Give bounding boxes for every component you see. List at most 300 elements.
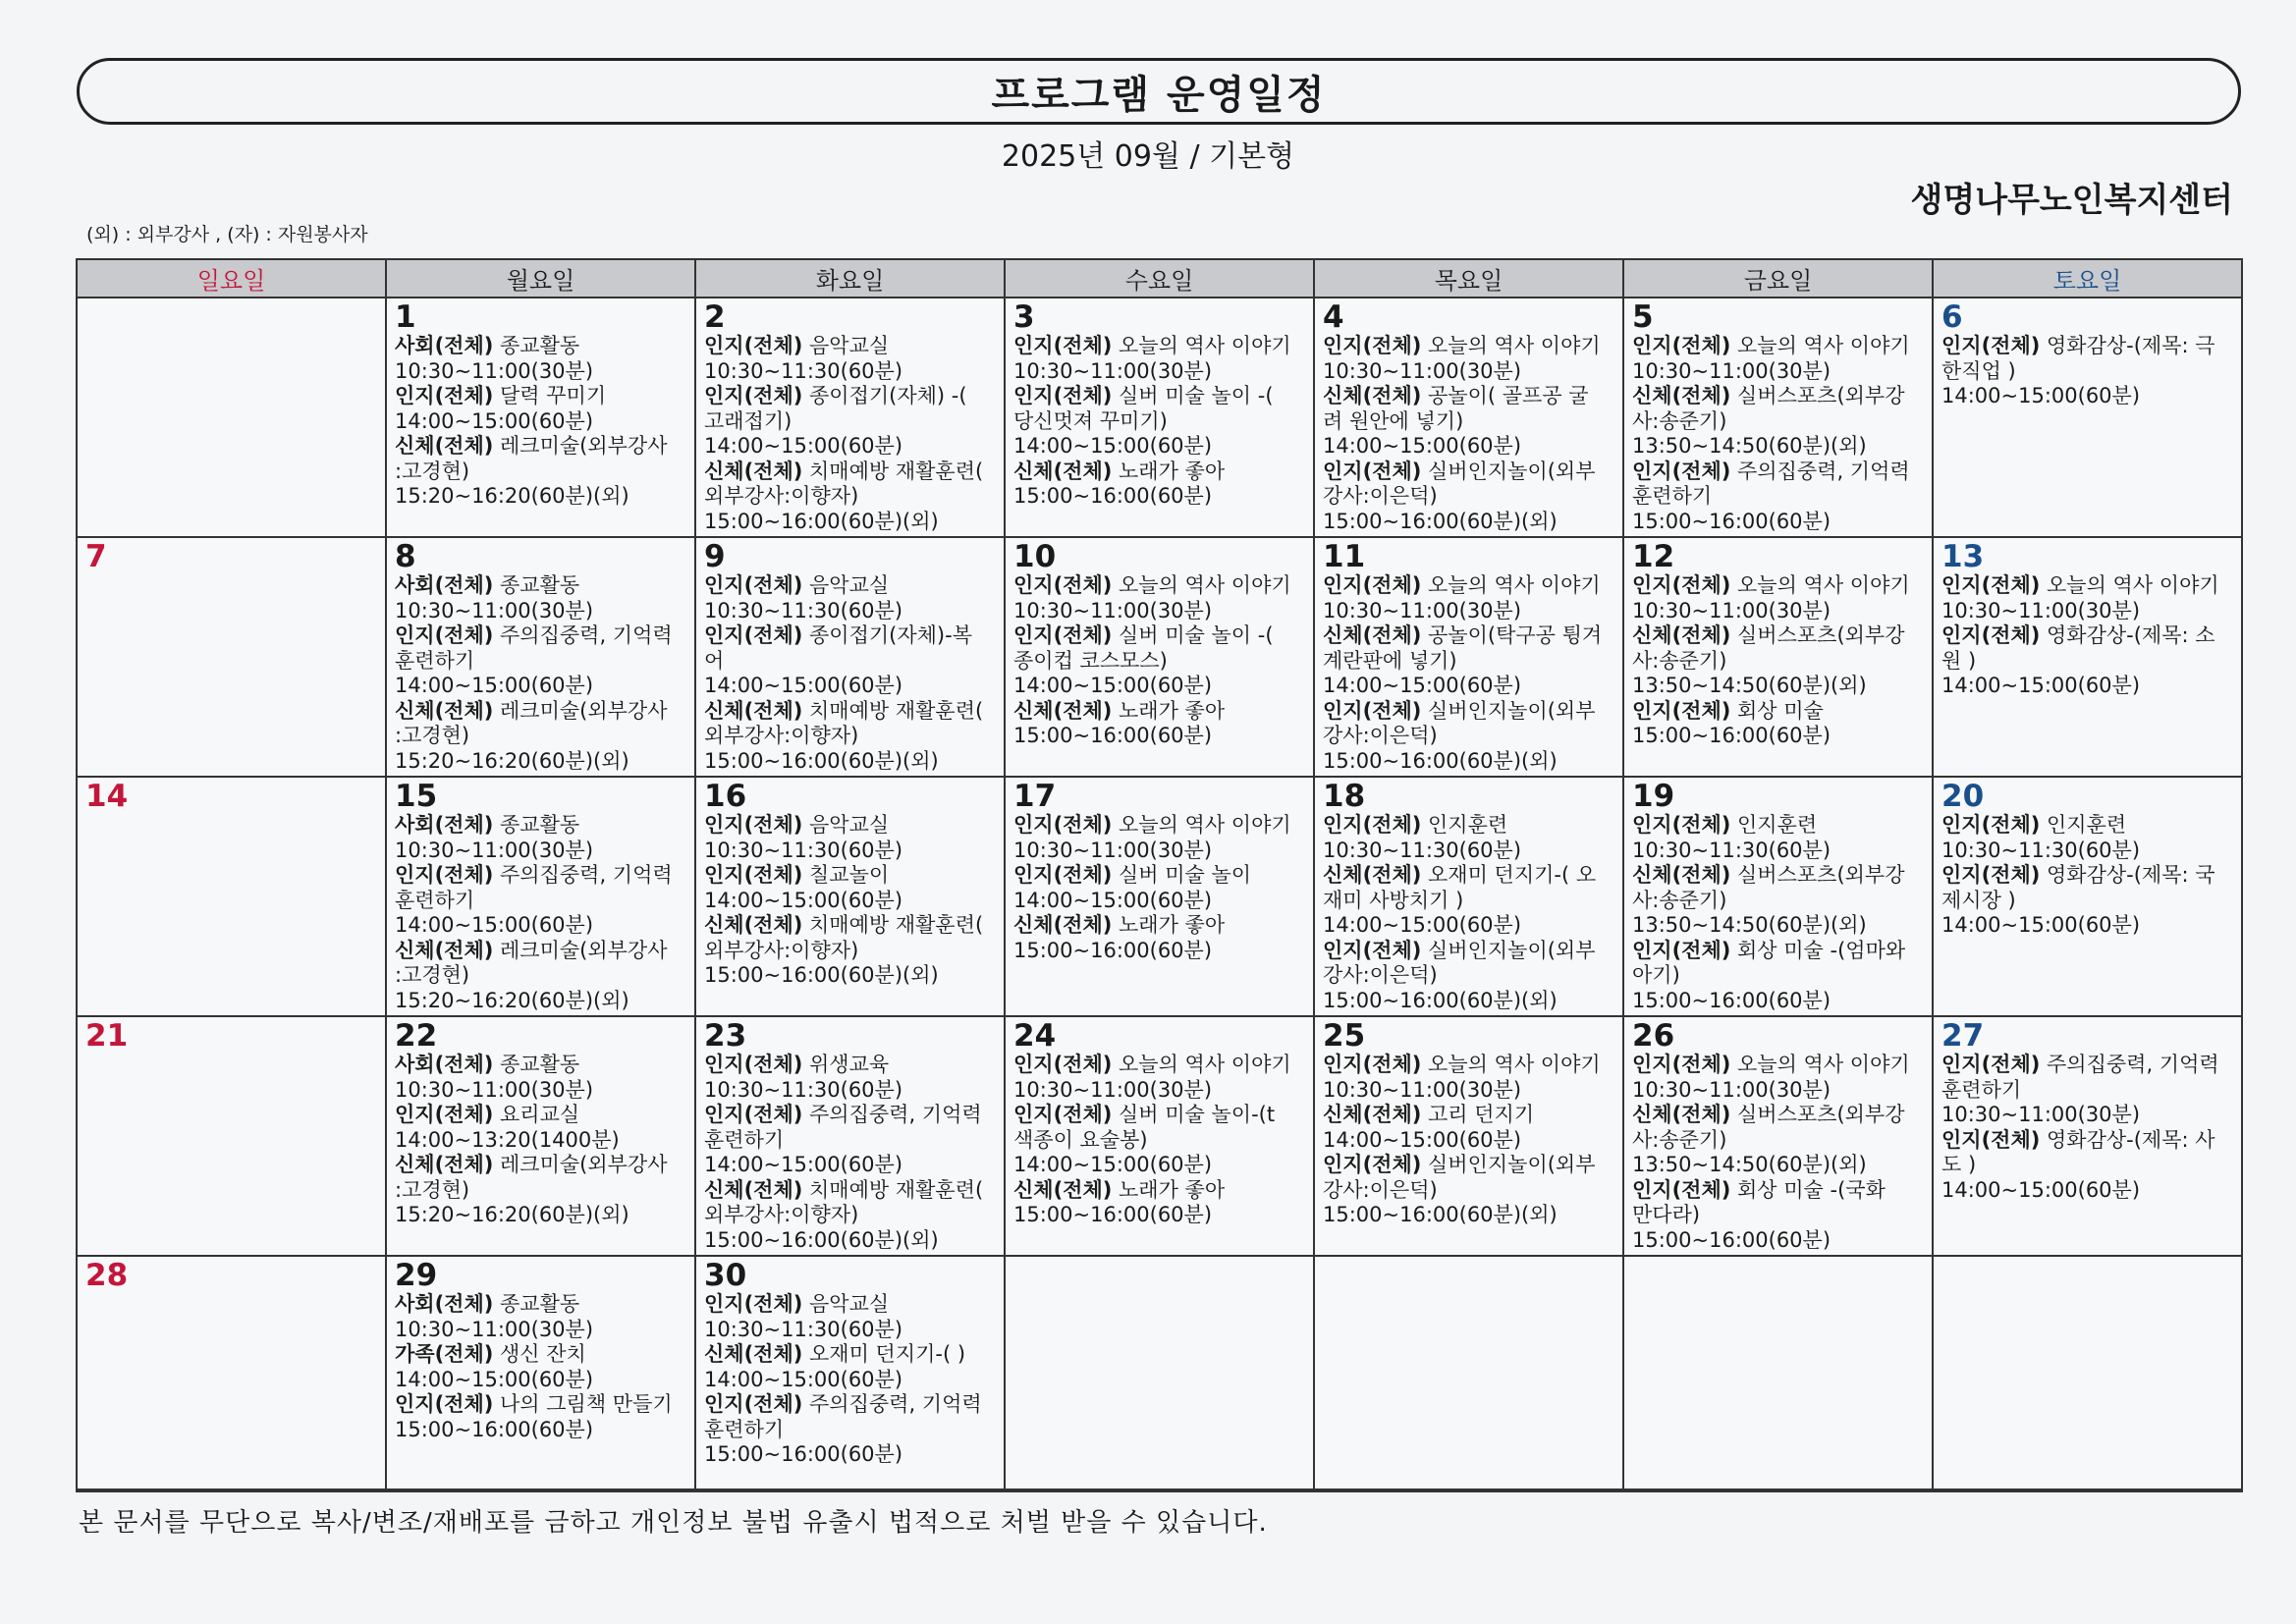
schedule-line	[1941, 813, 2233, 839]
day-number: 25	[1323, 1018, 1366, 1054]
schedule-line	[395, 963, 686, 989]
program-text: 실버 미술 놀이 -(	[1112, 623, 1274, 647]
schedule-line	[1941, 1053, 2233, 1078]
program-text: 15:00~16:00(60분)	[1632, 724, 1831, 747]
schedule-line	[1632, 963, 1924, 989]
schedule-line	[1013, 484, 1305, 510]
schedule-line	[1013, 1153, 1305, 1178]
schedule-line	[1013, 599, 1305, 624]
calendar-day-cell	[77, 298, 386, 537]
program-text: 레크미술(외부강사	[493, 1153, 668, 1176]
program-text: 10:30~11:30(60분)	[704, 358, 903, 383]
schedule-line	[704, 749, 996, 775]
calendar-day-cell	[1314, 1016, 1623, 1256]
schedule-line	[704, 384, 996, 409]
program-text: 14:00~15:00(60분)	[1323, 1127, 1522, 1152]
schedule-line	[1323, 623, 1614, 649]
day-number: 20	[1941, 779, 1985, 814]
day-number: 11	[1323, 539, 1366, 574]
schedule-line	[704, 434, 996, 460]
day-number: 3	[1013, 299, 1035, 335]
schedule-line	[1632, 460, 1924, 485]
schedule-line	[704, 1203, 996, 1228]
program-text: 15:00~16:00(60분)	[1632, 1227, 1831, 1252]
schedule-line	[1632, 1078, 1924, 1104]
schedule-line	[1323, 334, 1614, 359]
schedule-line	[1323, 1153, 1614, 1178]
program-text: 치매예방 재활훈련(	[802, 459, 984, 483]
program-text: 15:00~16:00(60분)(외)	[1323, 988, 1558, 1012]
program-text: 노래가 좋아	[1112, 698, 1226, 723]
program-text: 음악교실	[802, 573, 890, 597]
program-category: 인지(전체)	[704, 1103, 803, 1126]
program-category: 신체(전체)	[704, 698, 803, 723]
program-category: 인지(전체)	[1013, 623, 1113, 647]
program-text: 오늘의 역사 이야기	[1421, 1053, 1601, 1076]
program-text: 훈련하기	[395, 888, 475, 912]
calendar-day-cell	[1005, 537, 1314, 777]
schedule-line	[1632, 889, 1924, 914]
schedule-line	[1323, 510, 1614, 535]
program-text: 인지훈련	[1421, 813, 1508, 837]
schedule-line	[395, 1203, 686, 1228]
calendar-day-cell	[695, 298, 1005, 537]
program-text: 14:00~15:00(60분)	[1013, 434, 1213, 458]
day-number: 12	[1632, 539, 1675, 574]
program-text: 사:송준기)	[1632, 1127, 1727, 1152]
schedule-line	[1323, 674, 1614, 699]
program-text: 10:30~11:00(30분)	[1013, 838, 1213, 862]
program-text: 종이접기(자체) -(	[802, 384, 967, 407]
program-text: 고래접기)	[704, 408, 793, 433]
organization-name: 생명나무노인복지센터	[1910, 181, 2233, 220]
program-category: 가족(전체)	[395, 1342, 494, 1366]
schedule-line	[704, 813, 996, 839]
schedule-line	[1323, 460, 1614, 485]
program-text: 15:00~16:00(60분)	[1013, 484, 1213, 508]
program-text: 만다라)	[1632, 1203, 1701, 1226]
schedule-line	[1941, 359, 2233, 385]
schedule-line	[704, 699, 996, 725]
day-number: 6	[1941, 299, 1963, 335]
program-text: 10:30~11:00(30분)	[1013, 358, 1213, 383]
program-text: 아기)	[1632, 963, 1680, 987]
program-text: 노래가 좋아	[1112, 1177, 1226, 1202]
calendar-day-cell	[1314, 1256, 1623, 1489]
program-text: 영화감상-(제목: 소	[2040, 623, 2215, 647]
program-text: 14:00~15:00(60분)	[1013, 674, 1213, 697]
schedule-line	[395, 334, 686, 359]
schedule-line	[704, 1292, 996, 1318]
program-text: 14:00~15:00(60분)	[395, 408, 594, 433]
program-category: 인지(전체)	[1013, 334, 1113, 357]
program-text: 13:50~14:50(60분)(외)	[1632, 674, 1867, 697]
program-text: 종교활동	[493, 813, 580, 837]
program-category: 인지(전체)	[1632, 1053, 1731, 1076]
program-text: 실버스포츠(외부강	[1730, 863, 1905, 887]
program-category: 인지(전체)	[1941, 1053, 2041, 1076]
program-text: 훈련하기	[704, 1417, 785, 1441]
program-text: 10:30~11:30(60분)	[1323, 838, 1522, 862]
calendar-week-row	[77, 537, 2242, 777]
schedule-line	[704, 889, 996, 914]
schedule-line	[1323, 573, 1614, 599]
program-category: 사회(전체)	[395, 573, 494, 597]
program-text: 10:30~11:30(60분)	[704, 838, 903, 862]
program-text: 15:20~16:20(60분)(외)	[395, 748, 629, 773]
program-text: 외부강사:이향자)	[704, 484, 859, 508]
schedule-line	[1323, 359, 1614, 385]
program-text: 종교활동	[493, 1053, 580, 1076]
schedule-line	[704, 724, 996, 749]
program-text: 10:30~11:00(30분)	[1941, 1103, 2141, 1126]
calendar-day-cell	[1933, 298, 2242, 537]
program-text: 15:20~16:20(60분)(외)	[395, 988, 629, 1012]
schedule-line	[1013, 573, 1305, 599]
program-text: 주의집중력, 기억력	[493, 623, 673, 647]
program-text: 치매예방 재활훈련(	[802, 698, 984, 723]
schedule-line	[1632, 1178, 1924, 1204]
schedule-line	[704, 1418, 996, 1443]
schedule-line	[1632, 1228, 1924, 1254]
weekday-header-mon: 월요일	[386, 259, 695, 298]
program-text: 달력 꾸미기	[493, 384, 607, 407]
schedule-line	[1632, 839, 1924, 864]
schedule-line	[1013, 863, 1305, 889]
program-text: 영화감상-(제목: 사	[2040, 1127, 2215, 1152]
program-text: 14:00~15:00(60분)	[1323, 674, 1522, 697]
program-text: 오늘의 역사 이야기	[1421, 334, 1601, 357]
schedule-line	[1323, 1103, 1614, 1128]
schedule-line	[1941, 573, 2233, 599]
schedule-line	[1632, 674, 1924, 699]
schedule-line	[1632, 623, 1924, 649]
program-category: 인지(전체)	[1323, 938, 1422, 962]
schedule-line	[1632, 510, 1924, 535]
calendar-week-row	[77, 298, 2242, 537]
schedule-line	[1323, 1053, 1614, 1078]
day-number: 10	[1013, 539, 1057, 574]
schedule-line	[1941, 384, 2233, 409]
program-text: 사:송준기)	[1632, 648, 1727, 673]
program-text: 10:30~11:00(30분)	[395, 598, 594, 623]
calendar-day-cell	[386, 777, 695, 1016]
calendar-day-cell	[1005, 777, 1314, 1016]
schedule-line	[1632, 434, 1924, 460]
schedule-line	[704, 1228, 996, 1254]
calendar-day-cell	[1623, 777, 1933, 1016]
program-text: 14:00~15:00(60분)	[395, 913, 594, 937]
program-text: 오늘의 역사 이야기	[1112, 573, 1291, 597]
program-category: 인지(전체)	[1013, 1103, 1113, 1126]
schedule-line	[1323, 1203, 1614, 1228]
program-category: 신체(전체)	[1013, 698, 1113, 723]
program-text: 실버 미술 놀이	[1112, 863, 1252, 887]
program-text: 10:30~11:00(30분)	[1632, 358, 1831, 383]
program-category: 인지(전체)	[1013, 1053, 1113, 1076]
program-text: 노래가 좋아	[1112, 459, 1226, 483]
program-text: 요리교실	[493, 1103, 580, 1126]
program-text: 종이컵 코스모스)	[1013, 648, 1168, 673]
program-text: 10:30~11:00(30분)	[1013, 598, 1213, 623]
program-text: 재미 사방치기 )	[1323, 888, 1464, 912]
schedule-line	[395, 384, 686, 409]
schedule-line	[1941, 1078, 2233, 1104]
day-number: 13	[1941, 539, 1985, 574]
schedule-line	[395, 1053, 686, 1078]
day-number: 17	[1013, 779, 1057, 814]
program-text: 음악교실	[802, 1292, 890, 1316]
calendar-day-cell	[386, 537, 695, 777]
schedule-line	[1941, 599, 2233, 624]
program-category: 신체(전체)	[1632, 1103, 1731, 1126]
program-text: 공놀이( 골프공 굴	[1421, 384, 1589, 407]
calendar-week-row	[77, 1256, 2242, 1489]
calendar-day-cell	[695, 777, 1005, 1016]
schedule-line	[1323, 863, 1614, 889]
program-text: 주의집중력, 기억력	[802, 1392, 982, 1416]
program-category: 인지(전체)	[1941, 863, 2041, 887]
schedule-line	[1632, 599, 1924, 624]
program-text: 14:00~15:00(60분)	[704, 1367, 903, 1391]
schedule-line	[395, 460, 686, 485]
schedule-line	[1632, 409, 1924, 435]
program-category: 신체(전체)	[1632, 623, 1731, 647]
program-text: 외부강사:이향자)	[704, 724, 859, 747]
calendar-day-cell	[1005, 1016, 1314, 1256]
schedule-line	[704, 1153, 996, 1178]
program-text: 실버스포츠(외부강	[1730, 623, 1905, 647]
program-category: 인지(전체)	[395, 1103, 494, 1126]
day-number: 8	[395, 539, 416, 574]
schedule-line	[1323, 963, 1614, 989]
schedule-line	[704, 359, 996, 385]
program-category: 신체(전체)	[1632, 863, 1731, 887]
schedule-line	[1323, 724, 1614, 749]
schedule-line	[704, 334, 996, 359]
program-category: 인지(전체)	[1632, 573, 1731, 597]
program-text: 인지훈련	[2040, 813, 2127, 837]
program-category: 인지(전체)	[1013, 384, 1113, 407]
schedule-line	[1632, 989, 1924, 1014]
program-category: 인지(전체)	[395, 1392, 494, 1416]
program-text: 14:00~15:00(60분)	[1941, 674, 2141, 697]
program-text: 10:30~11:00(30분)	[1013, 1077, 1213, 1102]
schedule-line	[1632, 649, 1924, 675]
program-text: 14:00~15:00(60분)	[704, 674, 903, 697]
schedule-line	[395, 989, 686, 1014]
program-text: 15:00~16:00(60분)	[1013, 1203, 1213, 1226]
schedule-line	[1013, 334, 1305, 359]
program-text: :고경현)	[395, 724, 470, 747]
program-text: 나의 그림책 만들기	[493, 1392, 673, 1416]
schedule-line	[1323, 409, 1614, 435]
program-text: 칠교놀이	[802, 863, 890, 887]
schedule-line	[704, 913, 996, 939]
program-category: 인지(전체)	[704, 573, 803, 597]
weekday-header-sat: 토요일	[1933, 259, 2242, 298]
program-text: 15:20~16:20(60분)(외)	[395, 1203, 629, 1226]
schedule-line	[1013, 813, 1305, 839]
schedule-line	[395, 749, 686, 775]
schedule-line	[395, 813, 686, 839]
program-text: 오재미 던지기-( )	[802, 1342, 966, 1366]
schedule-line	[1323, 599, 1614, 624]
program-text: 14:00~15:00(60분)	[704, 434, 903, 458]
program-text: 주의집중력, 기억력	[802, 1103, 982, 1126]
footer-divider	[76, 1490, 2243, 1492]
day-number: 4	[1323, 299, 1344, 335]
program-text: 14:00~15:00(60분)	[1941, 1177, 2141, 1202]
schedule-line	[1632, 359, 1924, 385]
schedule-line	[395, 573, 686, 599]
schedule-line	[1013, 359, 1305, 385]
program-text: 15:00~16:00(60분)(외)	[704, 1227, 939, 1252]
schedule-line	[1013, 724, 1305, 749]
schedule-line	[1013, 1128, 1305, 1154]
program-text: 15:00~16:00(60분)(외)	[704, 748, 939, 773]
schedule-line	[1941, 1153, 2233, 1178]
program-text: 실버스포츠(외부강	[1730, 384, 1905, 407]
program-category: 인지(전체)	[1941, 334, 2041, 357]
program-text: 음악교실	[802, 813, 890, 837]
program-category: 인지(전체)	[704, 623, 803, 647]
program-text: 15:00~16:00(60분)(외)	[704, 509, 939, 533]
schedule-line	[704, 963, 996, 989]
calendar-day-cell	[1933, 1016, 2242, 1256]
page-title: 프로그램 운영일정	[991, 72, 1327, 118]
program-text: 치매예방 재활훈련(	[802, 1177, 984, 1202]
day-number: 18	[1323, 779, 1366, 814]
program-text: 15:00~16:00(60분)(외)	[1323, 1203, 1558, 1226]
program-text: 15:00~16:00(60분)(외)	[1323, 509, 1558, 533]
day-number: 30	[704, 1258, 747, 1293]
schedule-line	[395, 1418, 686, 1443]
program-text: 실버인지놀이(외부	[1421, 459, 1596, 483]
schedule-line	[395, 484, 686, 510]
schedule-line	[704, 674, 996, 699]
program-category: 인지(전체)	[704, 1392, 803, 1416]
schedule-line	[395, 359, 686, 385]
day-number: 19	[1632, 779, 1675, 814]
calendar-day-cell	[1005, 298, 1314, 537]
calendar-day-cell	[77, 1016, 386, 1256]
program-category: 인지(전체)	[1323, 1053, 1422, 1076]
schedule-line	[704, 1368, 996, 1393]
program-text: 오늘의 역사 이야기	[1112, 1053, 1291, 1076]
day-number: 5	[1632, 299, 1654, 335]
program-text: 실버인지놀이(외부	[1421, 698, 1596, 723]
program-text: 오늘의 역사 이야기	[1112, 813, 1291, 837]
schedule-line	[1941, 674, 2233, 699]
schedule-line	[1323, 649, 1614, 675]
schedule-line	[1323, 889, 1614, 914]
calendar-day-cell	[1623, 1256, 1933, 1489]
program-category: 인지(전체)	[1941, 573, 2041, 597]
program-text: 훈련하기	[704, 1127, 785, 1152]
schedule-line	[1013, 649, 1305, 675]
schedule-line	[1323, 813, 1614, 839]
program-text: 10:30~11:00(30분)	[395, 1077, 594, 1102]
program-text: 실버인지놀이(외부	[1421, 1153, 1596, 1176]
schedule-line	[704, 1053, 996, 1078]
schedule-line	[704, 839, 996, 864]
program-text: 레크미술(외부강사	[493, 434, 668, 458]
program-text: 계란판에 넣기)	[1323, 648, 1457, 673]
program-text: 14:00~15:00(60분)	[1941, 913, 2141, 937]
program-text: 10:30~11:00(30분)	[1323, 1077, 1522, 1102]
program-text: 오늘의 역사 이야기	[1421, 573, 1601, 597]
program-text: 14:00~13:20(1400분)	[395, 1127, 620, 1152]
schedule-line	[1013, 434, 1305, 460]
program-category: 인지(전체)	[1632, 334, 1731, 357]
program-category: 인지(전체)	[395, 863, 494, 887]
program-text: 도 )	[1941, 1153, 1977, 1176]
schedule-line	[704, 939, 996, 964]
program-category: 신체(전체)	[1632, 384, 1731, 407]
program-category: 인지(전체)	[1941, 623, 2041, 647]
program-text: 10:30~11:00(30분)	[1323, 598, 1522, 623]
program-category: 신체(전체)	[395, 434, 494, 458]
program-text: 10:30~11:30(60분)	[1941, 838, 2141, 862]
schedule-line	[1013, 939, 1305, 964]
day-number: 21	[85, 1018, 129, 1054]
program-text: 15:00~16:00(60분)(외)	[1323, 748, 1558, 773]
schedule-line	[1323, 989, 1614, 1014]
day-number: 9	[704, 539, 726, 574]
program-category: 사회(전체)	[395, 813, 494, 837]
program-text: 어	[704, 648, 725, 673]
calendar-day-cell	[1623, 1016, 1933, 1256]
day-number: 29	[395, 1258, 438, 1293]
schedule-line	[704, 510, 996, 535]
day-number: 14	[85, 779, 129, 814]
program-text: 13:50~14:50(60분)(외)	[1632, 434, 1867, 458]
schedule-line	[704, 1442, 996, 1468]
schedule-line	[395, 1128, 686, 1154]
program-text: 원 )	[1941, 648, 1977, 673]
program-text: :고경현)	[395, 459, 470, 483]
schedule-line	[1941, 623, 2233, 649]
schedule-line	[395, 1342, 686, 1368]
program-text: 한직업 )	[1941, 358, 2016, 383]
schedule-line	[395, 674, 686, 699]
program-category: 인지(전체)	[1632, 938, 1731, 962]
schedule-line	[1632, 384, 1924, 409]
schedule-line	[1013, 839, 1305, 864]
calendar-day-cell	[77, 777, 386, 1016]
program-text: 훈련하기	[395, 648, 475, 673]
calendar-day-cell	[1314, 537, 1623, 777]
day-number: 28	[85, 1258, 129, 1293]
calendar-day-cell	[1623, 537, 1933, 777]
schedule-line	[704, 1342, 996, 1368]
schedule-line	[704, 649, 996, 675]
schedule-line	[704, 1318, 996, 1343]
schedule-line	[395, 939, 686, 964]
program-text: 사:송준기)	[1632, 888, 1727, 912]
program-text: 10:30~11:00(30분)	[395, 838, 594, 862]
program-text: 14:00~15:00(60분)	[1013, 888, 1213, 912]
program-text: :고경현)	[395, 963, 470, 987]
program-category: 신체(전체)	[704, 459, 803, 483]
calendar-body	[77, 298, 2242, 1489]
schedule-line	[1632, 1128, 1924, 1154]
program-category: 신체(전체)	[704, 913, 803, 937]
schedule-line	[1941, 839, 2233, 864]
program-text: 10:30~11:00(30분)	[1323, 358, 1522, 383]
program-category: 신체(전체)	[395, 938, 494, 962]
